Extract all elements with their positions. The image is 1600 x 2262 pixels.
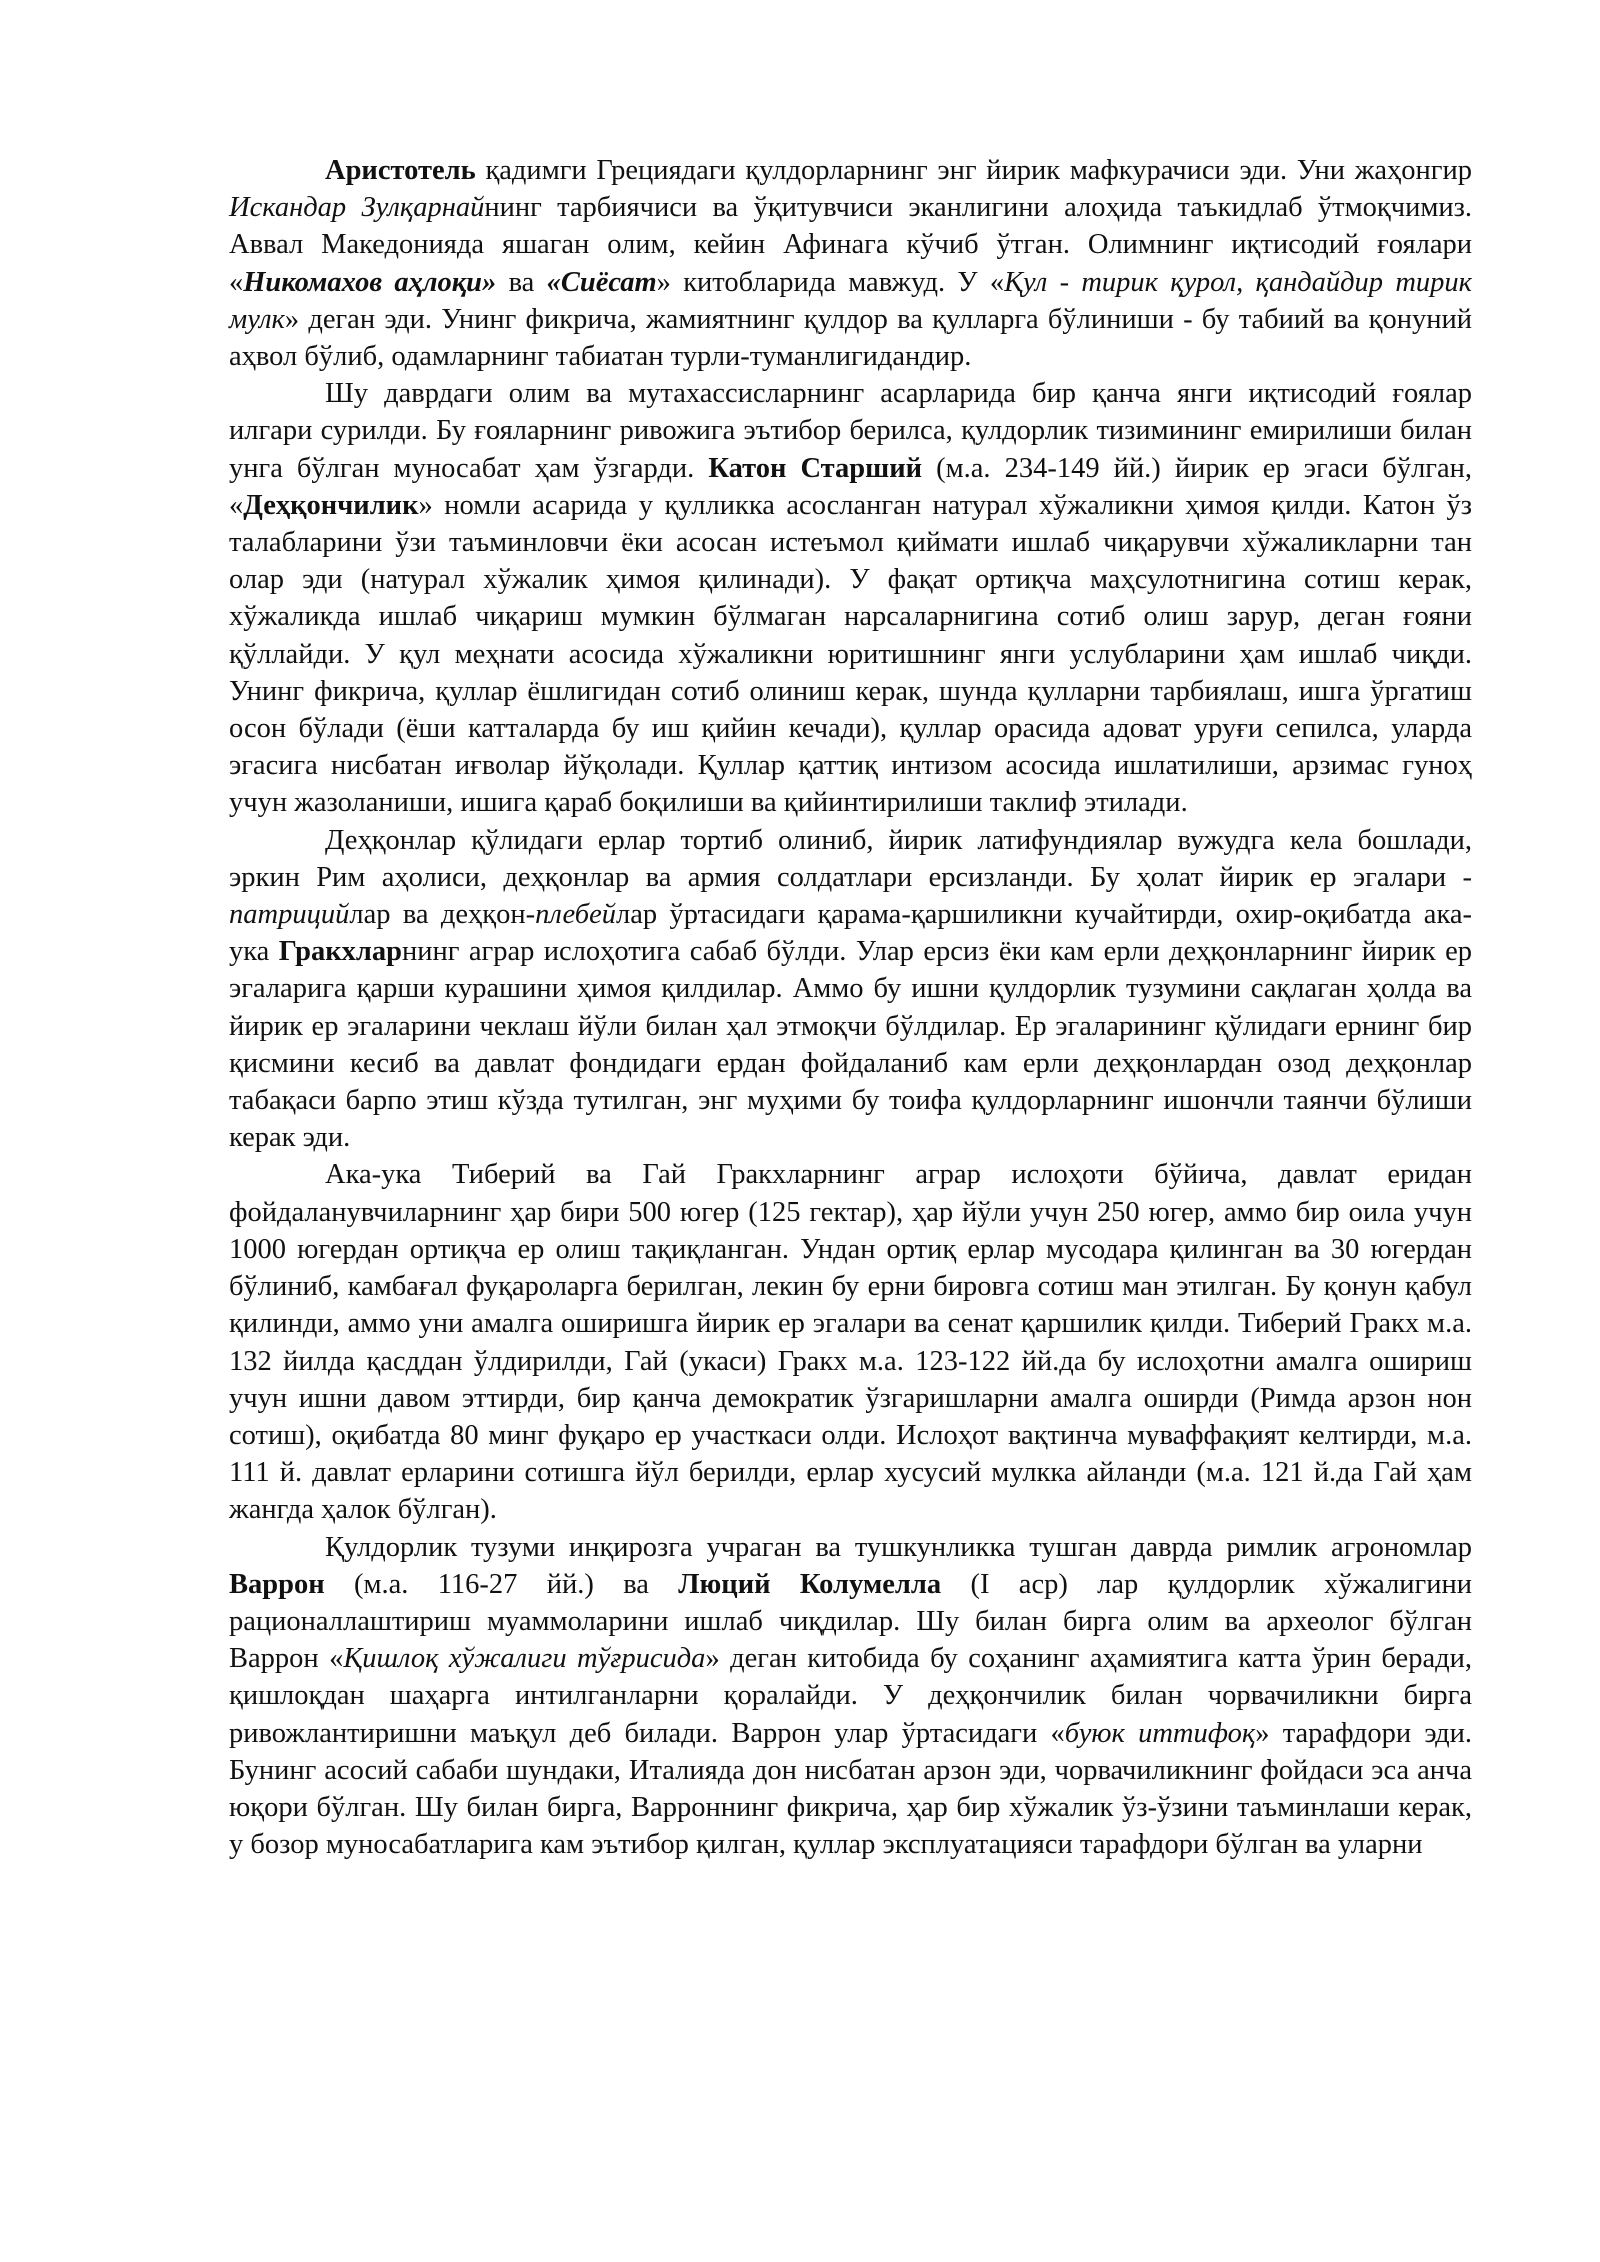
- bold-title-agriculture: Деҳқончилик: [243, 489, 419, 521]
- italic-book-title-varro: Қишлоқ хўжалиги тўғрисида: [343, 1643, 706, 1675]
- text-run: Деҳқонлар қўлидаги ерлар тортиб олиниб, йирик латифундиялар вужудга кела бошлади, эркин Рим аҳолиси, деҳқонлар ва армия солдатлари ерсизланди. Бу ҳолат йирик ер эгалари -: [229, 824, 1472, 893]
- text-run: лар ва деҳқон-: [349, 899, 536, 931]
- text-run: нинг аграр ислоҳотига сабаб бўлди. Улар ерсиз ёки кам ерли деҳқонларнинг йирик ер эгаларига қарши курашини ҳимоя қилдилар. Аммо бу ишни қулдорлик тузумини сақлаган ҳолда ва йирик ер эгаларини чеклаш йўли билан ҳал этмоқчи бўлдилар. Ер эгаларининг қўлидаги ернинг бир қисмини кесиб ва давлат фондидаги ердан фойдаланиб кам ерли деҳқонлардан озод деҳқонлар табақаси барпо этиш кўзда тутилган, энг муҳими бу тоифа қулдорларнинг ишончли таянчи бўлиши керак эди.: [229, 936, 1472, 1154]
- paragraph-gracchi-intro-text: [229, 825, 1472, 1154]
- bold-name-cato: Катон Старший: [708, 452, 923, 484]
- paragraph-aristotle: [229, 152, 1472, 375]
- text-run: » китобларида мавжуд. У «: [656, 266, 1005, 298]
- paragraph-gracchi-intro: [229, 822, 1472, 1157]
- bold-name-gracchi: Гракхлар: [278, 936, 402, 968]
- book-title-politics: «Сиёсат: [546, 266, 657, 298]
- bold-name-varro: Варрон: [229, 1568, 325, 1600]
- text-run: » тарафдори эди. Бунинг асосий сабаби шундаки, Италияда дон нисбатан арзон эди, чорвачиликнинг фойдаси эса анча юқори бўлган. Шу билан бирга, Варроннинг фикрича, ҳар бир хўжалик ўз-ўзини таъминлаши керак, у бозор муносабатларига кам эътибор қилган, қуллар эксплуатацияси тарафдори бўлган ва уларни: [229, 1717, 1473, 1861]
- text-run: (I аср) лар қулдорлик хўжалигини рационаллаштириш муаммоларини ишлаб чиқдилар. Шу билан бирга олим ва археолог бўлган Варрон «: [229, 1568, 1472, 1675]
- book-title-nicomachean-ethics: Никомахов аҳлоқи»: [243, 266, 497, 298]
- bold-name-aristotle: Аристотель: [325, 155, 476, 186]
- italic-name-iskandar: Искандар Зулқарнай: [229, 192, 485, 224]
- text-run: (м.а. 116-27 йй.) ва: [324, 1568, 679, 1600]
- italic-term-plebeian: плебей: [535, 899, 617, 931]
- text-run: қадимги Грециядаги қулдорларнинг энг йирик мафкурачиси эди. Уни жаҳонгир: [475, 155, 1472, 186]
- paragraph-gracchi-reform: [229, 1156, 1472, 1528]
- italic-quote-slave: Қул - тирик қурол, қандайдир тирик мулк: [229, 266, 1472, 335]
- text-run: ва: [496, 266, 547, 298]
- document-page: [229, 152, 1472, 1863]
- italic-term-patrician: патриций: [229, 899, 350, 931]
- bold-name-columella: Люций Колумелла: [678, 1568, 942, 1600]
- paragraph-cato-text: [229, 378, 1472, 818]
- text-run: нинг тарбиячиси ва ўқитувчиси эканлигини алоҳида таъкидлаб ўтмоқчимиз. Аввал Македонияда яшаган олим, кейин Афинага кўчиб ўтган. Олимнинг иқтисодий ғоялари «: [229, 192, 1472, 298]
- paragraph-varro: [229, 1529, 1472, 1864]
- text-run: » деган китобида бу соҳанинг аҳамиятига катта ўрин беради, қишлоқдан шаҳарга интилганларни қоралайди. У деҳқончилик билан чорвачиликни бирга ривожлантиришни маъқул деб билади. Варрон улар ўртасидаги «: [229, 1643, 1472, 1749]
- text-run: Шу даврдаги олим ва мутахассисларнинг асарларида бир қанча янги иқтисодий ғоялар илгари сурилди. Бу ғояларнинг ривожига эътибор берилса, қулдорлик тизимининг емирилиши билан унга бўлган муносабат ҳам ўзгарди.: [229, 378, 1472, 484]
- text-run: Қулдорлик тузуми инқирозга учраган ва тушкунликка тушган даврда римлик агрономлар: [325, 1531, 1472, 1563]
- text-run: лар ўртасидаги қарама-қаршиликни кучайтирди, охир-оқибатда ака-ука: [229, 899, 1473, 968]
- text-run: (м.а. 234-149 йй.) йирик ер эгаси бўлган, «: [229, 452, 1473, 521]
- paragraph-cato: [229, 375, 1472, 821]
- text-run: » номли асарида у қулликка асосланган натурал хўжаликни ҳимоя қилди. Катон ўз талабларини ўзи таъминловчи ёки асосан истеъмол қиймати ишлаб чиқарувчи хўжаликларни тан олар эди (натурал хўжалик ҳимоя қилинади). У фақат ортиқча маҳсулотнигина сотиш керак, хўжаликда ишлаб чиқариш мумкин бўлмаган нарсаларнигина сотиб олиш зарур, деган ғояни қўллайди. У қул меҳнати асосида хўжаликни юритишнинг янги услубларини ҳам ишлаб чиқди. Унинг фикрича, қуллар ёшлигидан сотиб олиниш керак, шунда қулларни тарбиялаш, ишга ўргатиш осон бўлади (ёши катталарда бу иш қийин кечади), қуллар орасида адоват уруғи сепилса, уларда эгасига нисбатан иғволар йўқолади. Қуллар қаттиқ интизом асосида ишлатилиши, арзимас гуноҳ учун жазоланиши, ишига қараб боқилиши ва қийинтирилиши таклиф этилади.: [229, 489, 1472, 819]
- text-run: » деган эди. Унинг фикрича, жамиятнинг қулдор ва қулларга бўлиниши - бу табиий ва қонуний аҳвол бўлиб, одамларнинг табиатан турли-туманлигидандир.: [229, 303, 1472, 373]
- paragraph-gracchi-reform-text: Ака-ука Тиберий ва Гай Гракхларнинг аграр ислоҳоти бўйича, давлат еридан фойдаланувчиларнинг ҳар бири 500 югер (125 гектар), ҳар йўли учун 250 югер, аммо бир оила учун 1000 югердан ортиқча ер олиш тақиқланган. Ундан ортиқ ерлар мусодара қилинган ва 30 югердан бўлиниб, камбағал фуқароларга берилган, лекин бу ерни бировга сотиш ман этилган. Бу қонун қабул қилинди, аммо уни амалга оширишга йирик ер эгалари ва сенат қаршилик қилди. Тиберий Гракх м.а. 132 йилда қасддан ўлдирилди, Гай (укаси) Гракх м.а. 123-122 йй.да бу ислоҳотни амалга ошириш учун ишни давом эттирди, бир қанча демократик ўзгаришларни амалга оширди (Римда арзон нон сотиш), оқибатда 80 минг фуқаро ер участкаси олди. Ислоҳот вақтинча муваффақият келтирди, м.а. 111 й. давлат ерларини сотишга йўл берилди, ерлар хусусий мулкка айланди (м.а. 121 й.да Гай ҳам жангда ҳалок бўлган).: [229, 1159, 1472, 1526]
- paragraph-aristotle-text: [229, 155, 1472, 372]
- paragraph-varro-text: [229, 1532, 1472, 1861]
- italic-term-great-union: буюк иттифоқ: [1064, 1717, 1256, 1749]
